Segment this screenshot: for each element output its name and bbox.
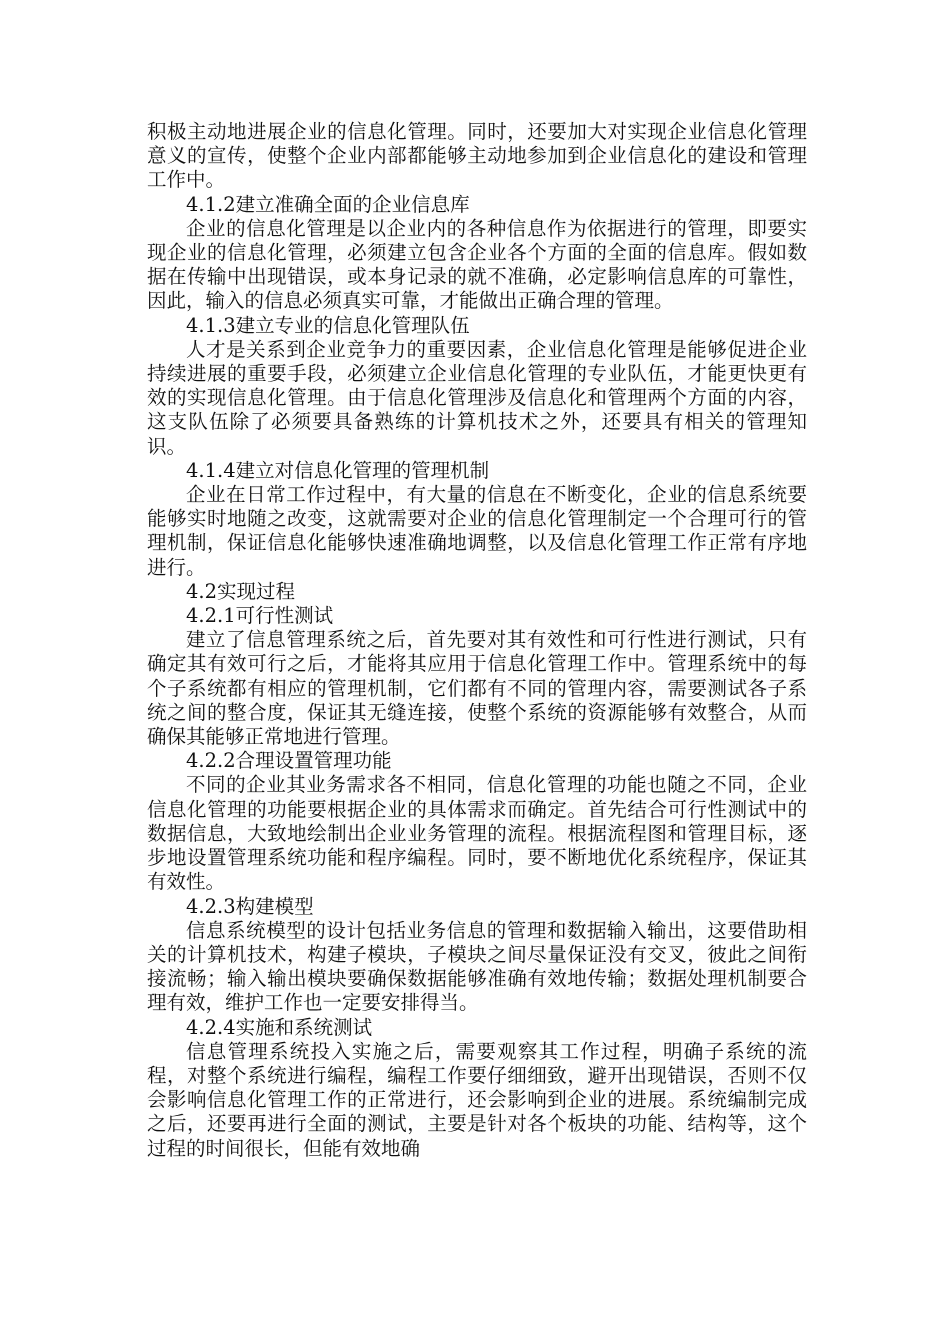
paragraph-intro: 积极主动地进展企业的信息化管理。同时，还要加大对实现企业信息化管理意义的宣传，使整个企业内部都能够主动地参加到企业信息化的建设和管理工作中。 [147,120,807,192]
paragraph-4-2-4: 信息管理系统投入实施之后，需要观察其工作过程，明确子系统的流程，对整个系统进行编程，编程工作要仔细细致，避开出现错误，否则不仅会影响信息化管理工作的正常进行，还会影响到企业的进展。系统编制完成之后，还要再进行全面的测试，主要是针对各个板块的功能、结构等，这个过程的时间很长，但能有效地确 [147,1039,807,1160]
section-heading-4-1-2: 4.1.2建立准确全面的企业信息库 [186,192,470,216]
section-heading-4-2-1: 4.2.1可行性测试 [186,604,334,628]
section-heading-4-1-4: 4.1.4建立对信息化管理的管理机制 [186,458,490,482]
section-heading-4-2-3: 4.2.3构建模型 [186,894,314,918]
section-heading-4-2: 4.2实现过程 [186,579,296,603]
section-heading-4-1-3: 4.1.3建立专业的信息化管理队伍 [186,313,470,337]
paragraph-4-2-1: 建立了信息管理系统之后，首先要对其有效性和可行性进行测试，只有确定其有效可行之后，才能将其应用于信息化管理工作中。管理系统中的每个子系统都有相应的管理机制，它们都有不同的管理内容，需要测试各子系统之间的整合度，保证其无缝连接，使整个系统的资源能够有效整合，从而确保其能够正常地进行管理。 [147,628,807,749]
paragraph-4-1-3: 人才是关系到企业竞争力的重要因素，企业信息化管理是能够促进企业持续进展的重要手段，必须建立企业信息化管理的专业队伍，才能更快更有效的实现信息化管理。由于信息化管理涉及信息化和管理两个方面的内容，这支队伍除了必须要具备熟练的计算机技术之外，还要具有相关的管理知识。 [147,337,807,458]
document-page [147,120,807,1161]
paragraph-4-1-2: 企业的信息化管理是以企业内的各种信息作为依据进行的管理，即要实现企业的信息化管理，必须建立包含企业各个方面的全面的信息库。假如数据在传输中出现错误，或本身记录的就不准确，必定影响信息库的可靠性，因此，输入的信息必须真实可靠，才能做出正确合理的管理。 [147,216,807,313]
section-heading-4-2-4: 4.2.4实施和系统测试 [186,1015,373,1039]
section-heading-4-2-2: 4.2.2合理设置管理功能 [186,749,392,773]
paragraph-4-1-4: 企业在日常工作过程中，有大量的信息在不断变化，企业的信息系统要能够实时地随之改变，这就需要对企业的信息化管理制定一个合理可行的管理机制，保证信息化能够快速准确地调整，以及信息化管理工作正常有序地进行。 [147,483,807,579]
paragraph-4-2-2: 不同的企业其业务需求各不相同，信息化管理的功能也随之不同，企业信息化管理的功能要根据企业的具体需求而确定。首先结合可行性测试中的数据信息，大致地绘制出企业业务管理的流程。根据流程图和管理目标，逐步地设置管理系统功能和程序编程。同时，要不断地优化系统程序，保证其有效性。 [147,773,807,894]
paragraph-4-2-3: 信息系统模型的设计包括业务信息的管理和数据输入输出，这要借助相关的计算机技术，构建子模块，子模块之间尽量保证没有交叉，彼此之间衔接流畅；输入输出模块要确保数据能够准确有效地传输；数据处理机制要合理有效，维护工作也一定要安排得当。 [147,918,807,1015]
